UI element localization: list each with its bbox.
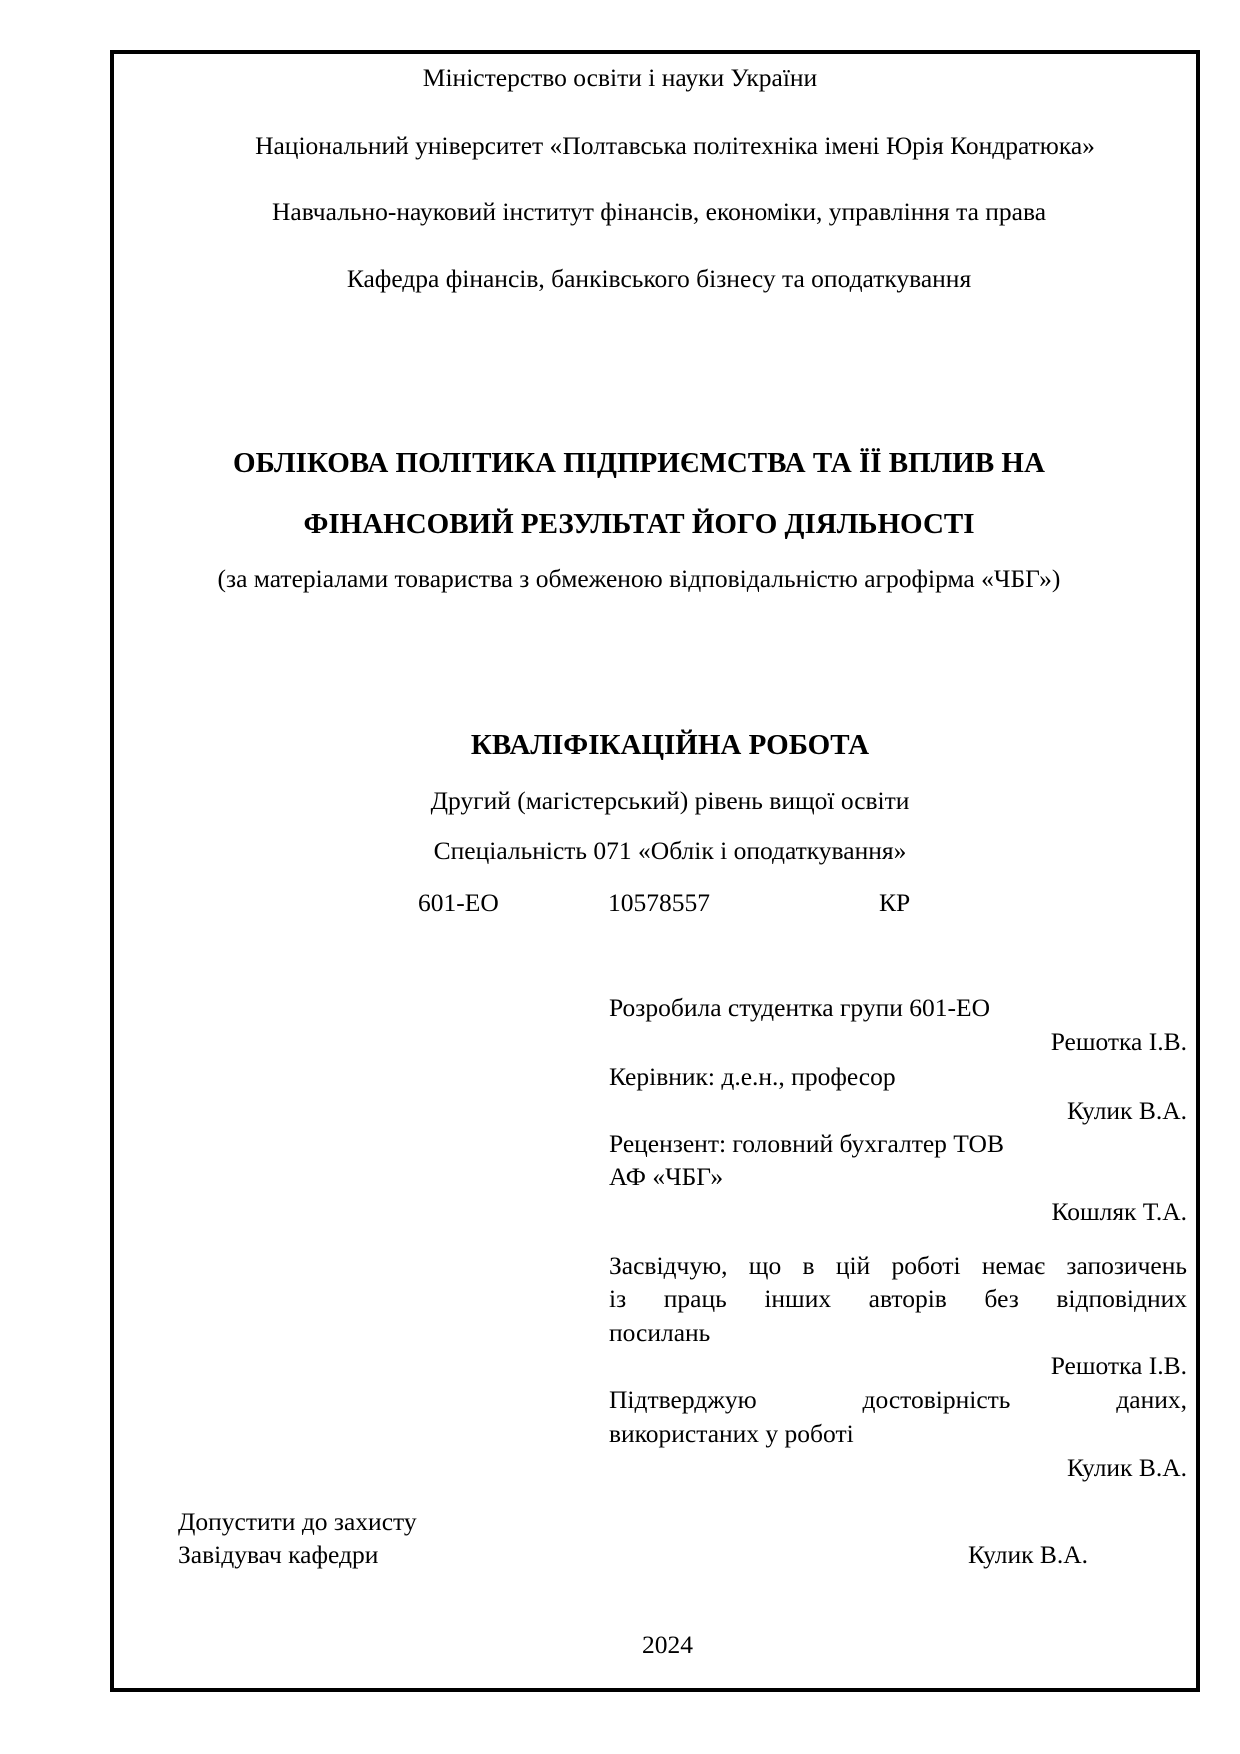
work-type-heading: КВАЛІФІКАЦІЙНА РОБОТА [470,729,870,761]
institute-heading: Навчально-науковий інститут фінансів, економіки, управління та права [271,197,1047,226]
education-level: Другий (магістерський) рівень вищої освіти [430,786,910,815]
reviewer-name: Кошляк Т.А. [1051,1197,1187,1226]
developer-name: Решотка І.В. [1050,1027,1187,1056]
department-head-name: Кулик В.А. [968,1540,1089,1569]
developer-label: Розробила студентка групи 601-ЕО [609,993,990,1022]
certify-line-1: Засвідчую, що в цій роботі немає запозичень [609,1251,1187,1280]
confirm-line-1: Підтверджую достовірність даних, [609,1385,1187,1414]
confirm-line-2: використаних у роботі [609,1419,854,1448]
confirm-name: Кулик В.А. [1066,1453,1187,1482]
reviewer-label-1: Рецензент: головний бухгалтер ТОВ [609,1129,1004,1158]
certify-line-2: із праць інших авторів без відповідних [609,1284,1187,1313]
thesis-title-line-2: ФІНАНСОВИЙ РЕЗУЛЬТАТ ЙОГО ДІЯЛЬНОСТІ [303,508,975,540]
department-heading: Кафедра фінансів, банківського бізнесу та оподаткування [346,264,972,293]
certify-line-3: посилань [609,1318,711,1347]
admission-label: Допустити до захисту [178,1507,417,1536]
specialty: Спеціальність 071 «Облік і оподаткування» [433,836,907,865]
reviewer-label-2: АФ «ЧБГ» [609,1162,724,1191]
department-head-label: Завідувач кафедри [178,1540,379,1569]
registry-code: 10578557 [608,888,710,917]
university-heading: Національний університет «Полтавська політехніка імені Юрія Кондратюка» [255,131,1095,160]
work-code: КР [879,888,911,917]
group-code: 601-ЕО [418,888,499,917]
supervisor-label: Керівник: д.е.н., професор [609,1062,896,1091]
ministry-heading: Міністерство освіти і науки України [422,63,818,92]
thesis-subtitle: (за матеріалами товариства з обмеженою відповідальністю агрофірма «ЧБГ») [217,564,1061,593]
year: 2024 [642,1630,693,1659]
certify-name: Решотка І.В. [1050,1351,1187,1380]
supervisor-name: Кулик В.А. [1066,1096,1187,1125]
thesis-title-line-1: ОБЛІКОВА ПОЛІТИКА ПІДПРИЄМСТВА ТА ЇЇ ВПЛИВ НА [233,447,1045,479]
